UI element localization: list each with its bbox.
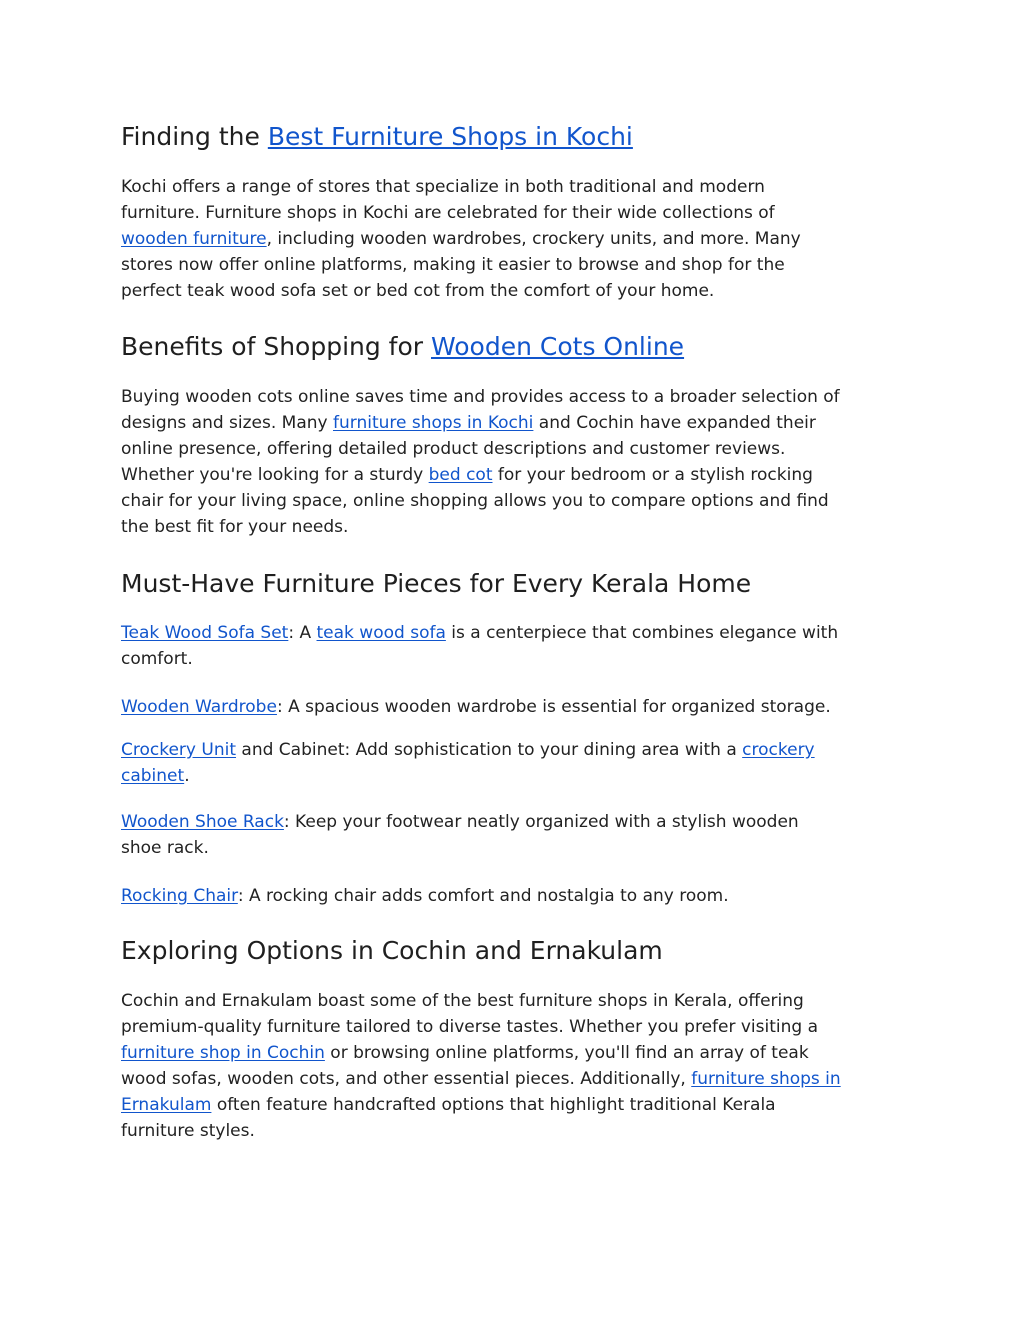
text-fragment: for your bedroom or a stylish rocking <box>492 465 813 485</box>
text-fragment: . <box>184 766 190 786</box>
text-fragment: wood sofas, wooden cots, and other essential pieces. Additionally, <box>121 1069 692 1089</box>
link-bed-cot[interactable]: bed cot <box>428 465 493 485</box>
text-line <box>121 226 911 252</box>
text-line: Kochi offers a range of stores that specialize in both traditional and modern <box>121 177 765 197</box>
text-line: online presence, offering detailed product descriptions and customer reviews. <box>121 439 786 459</box>
link-teak-wood-sofa-set[interactable]: Teak Wood Sofa Set <box>121 623 289 643</box>
text-line: Cochin and Ernakulam boast some of the best furniture shops in Kerala, offering <box>121 991 804 1011</box>
text-fragment: designs and sizes. Many <box>121 413 333 433</box>
heading-must-have-furniture: Must-Have Furniture Pieces for Every Kerala Home <box>121 569 752 598</box>
link-furniture-shops-in-kochi[interactable]: furniture shops in Kochi <box>333 413 534 433</box>
text-fragment: is a centerpiece that combines elegance with <box>445 623 839 643</box>
text-line <box>121 1066 911 1092</box>
heading-finding-best-furniture-shops <box>121 122 633 152</box>
text-line: chair for your living space, online shopping allows you to compare options and find <box>121 491 829 511</box>
link-rocking-chair[interactable]: Rocking Chair <box>121 886 238 906</box>
text-line: premium-quality furniture tailored to diverse tastes. Whether you prefer visiting a <box>121 1017 818 1037</box>
link-wooden-furniture[interactable]: wooden furniture <box>121 229 267 249</box>
text-fragment: and Cochin have expanded their <box>533 413 816 433</box>
text-line: stores now offer online platforms, making it easier to browse and shop for the <box>121 255 785 275</box>
text-line <box>121 763 911 789</box>
text-line <box>121 694 911 720</box>
text-line <box>121 410 911 436</box>
link-furniture-shops-in-ernakulam[interactable]: furniture shops in <box>691 1069 841 1089</box>
text-line: perfect teak wood sofa set or bed cot from the comfort of your home. <box>121 281 715 301</box>
list-item-wooden-shoe-rack <box>121 809 911 861</box>
text-fragment: often feature handcrafted options that highlight traditional Kerala <box>211 1095 776 1115</box>
link-crockery-cabinet[interactable]: crockery <box>742 740 815 760</box>
link-crockery-cabinet-cont[interactable]: cabinet <box>121 766 185 786</box>
text-fragment: : Keep your footwear neatly organized with a stylish wooden <box>283 812 799 832</box>
text-fragment: Whether you're looking for a sturdy <box>121 465 429 485</box>
list-item-crockery-unit <box>121 737 911 789</box>
text-line: Buying wooden cots online saves time and provides access to a broader selection of <box>121 387 840 407</box>
text-line: furniture styles. <box>121 1121 255 1141</box>
text-line: furniture. Furniture shops in Kochi are celebrated for their wide collections of <box>121 203 775 223</box>
link-teak-wood-sofa[interactable]: teak wood sofa <box>316 623 446 643</box>
link-wooden-shoe-rack[interactable]: Wooden Shoe Rack <box>121 812 284 832</box>
heading-exploring-options: Exploring Options in Cochin and Ernakulam <box>121 936 663 965</box>
list-item-wooden-wardrobe <box>121 694 911 720</box>
text-line <box>121 737 911 763</box>
link-best-furniture-shops-in-kochi[interactable]: Best Furniture Shops in Kochi <box>267 122 633 151</box>
link-wooden-cots-online[interactable]: Wooden Cots Online <box>431 332 685 361</box>
list-item-teak-wood-sofa-set <box>121 620 911 672</box>
link-furniture-shops-in-ernakulam-cont[interactable]: Ernakulam <box>121 1095 212 1115</box>
text-fragment: : A spacious wooden wardrobe is essential for organized storage. <box>276 697 831 717</box>
text-line: comfort. <box>121 649 193 669</box>
link-furniture-shop-in-cochin[interactable]: furniture shop in Cochin <box>121 1043 325 1063</box>
paragraph-kochi-offers <box>121 174 911 304</box>
text-line <box>121 809 911 835</box>
text-fragment: , including wooden wardrobes, crockery units, and more. Many <box>266 229 801 249</box>
text-line <box>121 1040 911 1066</box>
heading-prefix: Finding the <box>121 122 268 151</box>
heading-prefix: Benefits of Shopping for <box>121 332 431 361</box>
text-line: shoe rack. <box>121 838 209 858</box>
text-line <box>121 620 911 646</box>
text-fragment: : A rocking chair adds comfort and nostalgia to any room. <box>237 886 729 906</box>
text-fragment: and Cabinet: Add sophistication to your dining area with a <box>236 740 743 760</box>
text-fragment: : A <box>288 623 317 643</box>
text-fragment: or browsing online platforms, you'll find an array of teak <box>324 1043 809 1063</box>
text-line <box>121 883 911 909</box>
paragraph-cochin-ernakulam <box>121 988 911 1144</box>
text-line: the best fit for your needs. <box>121 517 349 537</box>
list-item-rocking-chair <box>121 883 911 909</box>
heading-benefits-wooden-cots <box>121 332 684 362</box>
link-wooden-wardrobe[interactable]: Wooden Wardrobe <box>121 697 277 717</box>
paragraph-buying-wooden-cots <box>121 384 911 540</box>
link-crockery-unit[interactable]: Crockery Unit <box>121 740 236 760</box>
text-line <box>121 1092 911 1118</box>
text-line <box>121 462 911 488</box>
